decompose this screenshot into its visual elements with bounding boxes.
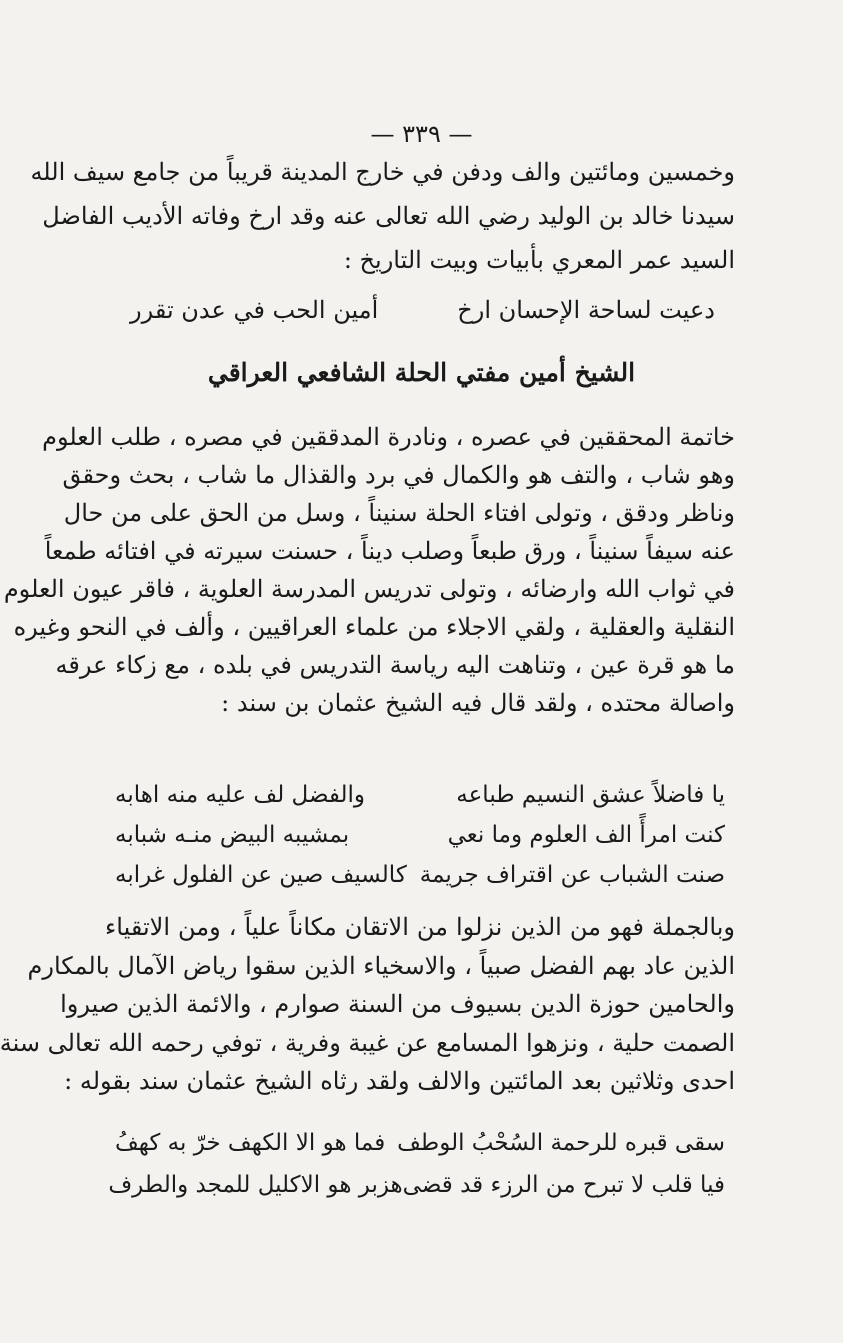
text-line: عنه سيفاً سنيناً ، ورق طبعاً وصلب ديناً ، حسنت سيرته في افتائه طمعاً bbox=[44, 537, 735, 565]
text-line: الصمت حلية ، ونزهوا المسامع عن غيبة وفرية ، توفي رحمه الله تعالى سنة bbox=[0, 1028, 735, 1057]
text-line: النقلية والعقلية ، ولقي الاجلاء من علماء العراقيين ، وألف في النحو وغيره bbox=[13, 613, 735, 641]
text-line: وبالجملة فهو من الذين نزلوا من الاتقان مكاناً علياً ، ومن الاتقياء bbox=[105, 913, 736, 941]
verse-first-hemistich: فيا قلب لا تبرح من الرزء قد قضى bbox=[402, 1172, 725, 1198]
poem-verse bbox=[108, 1164, 725, 1206]
verse-second-hemistich: والفضل لف عليه منه اهابه bbox=[115, 782, 366, 808]
verse-first-hemistich: صنت الشباب عن اقتراف جريمة bbox=[419, 862, 725, 888]
intro-paragraph bbox=[30, 150, 735, 282]
verse-first-hemistich: دعيت لساحة الإحسان ارخ bbox=[457, 296, 715, 324]
closing-paragraph bbox=[0, 908, 736, 1101]
section-heading: الشيخ أمين مفتي الحلة الشافعي العراقي bbox=[207, 358, 636, 387]
text-line: في ثواب الله وارضائه ، وتولى تدريس المدرسة العلوية ، فاقر عيون العلوم bbox=[3, 575, 735, 603]
poem-praise bbox=[115, 775, 725, 895]
poem-verse bbox=[115, 815, 725, 855]
poem-verse bbox=[115, 775, 725, 815]
biography-paragraph bbox=[3, 418, 735, 722]
text-line: ما هو قرة عين ، وتناهت اليه رياسة التدريس في بلده ، مع زكاء عرقه bbox=[55, 651, 735, 679]
verse-second-hemistich: كالسيف صين عن الفلول غرابه bbox=[115, 862, 407, 888]
poem-verse bbox=[115, 1122, 725, 1164]
date-verse bbox=[130, 296, 715, 324]
verse-second-hemistich: هزبر هو الاكليل للمجد والطرف bbox=[108, 1172, 403, 1198]
verse-second-hemistich: بمشيبه البيض منـه شبابه bbox=[115, 822, 350, 848]
page-number: — ٣٣٩ — bbox=[370, 120, 473, 148]
verse-first-hemistich: يا فاضلاً عشق النسيم طباعه bbox=[456, 782, 725, 808]
text-line: الذين عاد بهم الفضل صبياً ، والاسخياء الذين سقوا رياض الآمال بالمكارم bbox=[27, 951, 735, 980]
verse-second-hemistich: فما هو الا الكهف خرّ به كهفُ bbox=[115, 1130, 386, 1156]
verse-first-hemistich: كنت امرأً الف العلوم وما نعي bbox=[447, 822, 725, 848]
text-line: وهو شاب ، والتف هو والكمال في برد والقذال ما شاب ، بحث وحقق bbox=[62, 461, 735, 489]
poem-verse bbox=[115, 855, 725, 895]
text-line: احدى وثلاثين بعد المائتين والالف ولقد رثاه الشيخ عثمان سند بقوله : bbox=[64, 1067, 735, 1095]
text-line: سيدنا خالد بن الوليد رضي الله تعالى عنه وقد ارخ وفاته الأديب الفاضل bbox=[42, 202, 735, 230]
text-line: وناظر ودقق ، وتولى افتاء الحلة سنيناً ، وسل من الحق على من حال bbox=[63, 499, 735, 527]
text-line: السيد عمر المعري بأبيات وبيت التاريخ : bbox=[343, 246, 735, 274]
text-line: خاتمة المحققين في عصره ، ونادرة المدققين في مصره ، طلب العلوم bbox=[42, 423, 735, 451]
text-line: وخمسين ومائتين والف ودفن في خارج المدينة قريباً من جامع سيف الله bbox=[30, 158, 735, 186]
text-line: واصالة محتده ، ولقد قال فيه الشيخ عثمان بن سند : bbox=[221, 689, 735, 717]
verse-second-hemistich: أمين الحب في عدن تقرر bbox=[130, 296, 379, 324]
poem-elegy bbox=[108, 1122, 725, 1206]
verse-first-hemistich: سقى قبره للرحمة السُحْبُ الوطف bbox=[397, 1130, 725, 1156]
text-line: والحامين حوزة الدين بسيوف من السنة صوارم ، والائمة الذين صيروا bbox=[60, 990, 735, 1018]
